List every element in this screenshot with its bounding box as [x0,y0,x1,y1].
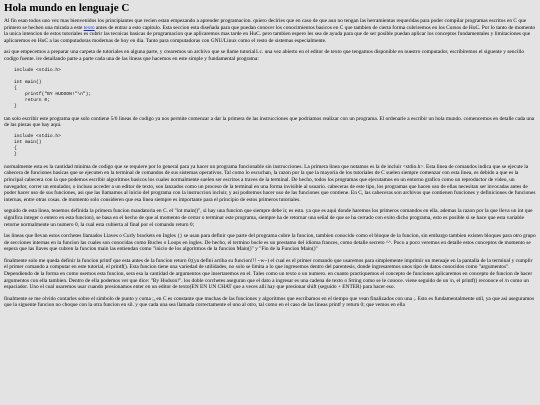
intro-text-after-link: antes de entrar a esto capitulo. Esta seccion esta diseñada para que puedan conocer los conocimientos basicos en C que tambien de cierta forma cubriremos en los Cursos de HuC. Por lo tanto de momento la unica intencion de estos tutoriales es cubrir las tecnicas basicas de programacion que aplicaremos mas tarde en HuC. pero tambien espero les sea de ayuda para que de ser posible puedan aplicar los conceptos fundamentales y limitaciones que aplicaremos en HuC a las computadoras modernas de hoy en dia. Tanto para computadoras con GNU/Linux como el resto de sistemas especialmente. [4,24,536,44]
setup-paragraph: asi que empecemos a preparar una carpeta de tutoriales en alguna parte, y crearemos un archivo que se llame tutorial1.c. una vez abierto en el editor de texto que tengamos disponible en nuestro computador, escribiremos el siguente y sencillo codigo fuente. ire detallando parte a parte cada una de las lineas que hacemos en este simple y fundamental programa: [4,49,525,62]
code-block-hello-world: include <stdio.h> int main() { printf("BY HUDSON!"\n"); return 0; } [14,67,92,109]
intro-paragraph [4,18,536,44]
main-function-paragraph: seguido de esta linea, tenemos definida la primera funcion mandatoria en C. el "int main()", si hay una funcion que siempre debe ir, es esta. ya que es aqui donde haremos los primeros comandos en ella. ademas la razon por la que lleva un int que significa integer o entero en esta funcion), se basa en el hecho de que al momento de cerrar o terminar este programa, siempre ha de retornar una señal de que se ha cerrado con exito dicho programa, esto es posible si se hace que esta variable retorne normalmente un numero 0, la cual esta cubierta al final por el comando return 0; [4,208,533,228]
explanation-paragraph: tan solo escribir este programa que solo contiene 5/6 lineas de codigo ya nos permite comenzar a dar la primera de las instrucciones que podriamos realizar con un programa. El ordenarle a escribir un hola mundo. comencemos en detalle cada una de las piezas que hay aqui. [4,115,535,129]
texto-link[interactable]: texto [83,24,95,31]
stdio-paragraph: normalmente esta es la cantidad minima de codigo que se requiere por lo general para ya hacer un programa funcionable sin instrucciones. La primera linea que notamos es la de incluir <stdio.h>. Esta linea de comandos indica que se ejecute la cabecera de funciones basicas que se ejecuten en la terminal de comandos de sus sistemas operativos. Tal como lo escuchan, la razon por la que la mayoria de los tutoriales de C suelen siempre comenzar con esta linea, es debido a que es la principal cabecera con la que podemos escribir algoritmos basicos los cuales normalmente suelen ser escritos a traves de la terminal. De hecho, todos los programas que ejecutamos en un entorno grafico como un reproductor de video, un navegador, correr un emulador, o incluso acceder a un editor de texto, son lanzados como un proceso de la terminal en una forma invisible al usuario. cabeceras de este tipo, los programas que hacen uso de ellas necesitan ser invocadas antes de poder hacer uso de sus funciones, asi que las llamamos al inicio del programa con la instruccion incluir, y asi podremos hacer uso de las funciones que contiene. En C, las cabeceras son archivos que contienen funciones y definiciones de funciones internas, entre otras cosas. de momento solo consideren que esa linea siempre es importante para el principio de estos primeros tutoriales. [4,163,536,203]
code-block-minimal: include <stdio.h> int main() { } [14,133,61,157]
printf-paragraph: finalmente solo me queda definir la funcion printf que esta antes de la funcion return 0;(ya defini arriba su funcion!!! ~w~) el cual es el primer comando que usaremos para simplemente imprimir un mensaje en la pantalla de la terminal y cumplir el primer comando a computar en este tutorial, el printf(). Esta funcion tiene una variedad de utilidades, no solo se limita a lo que ingresemos dentro del parentesis, donde ingresaremos unos tipo de datos conocidos como "argumentos". Dependiendo de la forma en como usemos esta funcion, sera esa la cantidad de argumentos que insertaremos en el. Tales como un texto o un numero. en cuanto practiquemos el concepto de funciones aplicaremos en concepto de funcion de hacer argumentos con ella tambien. Dentro de ella podemos ver que dice: "By Hudson!". los doble corchetes aseguran que el dato a ingresar es una cadena de texto o String como se le conoce. viene seguido de un \n, el printf() reconoce el /n como un espaciador. Uno el cual usaremos usar cuando presionamos enter en un editor de texto(EN EN UN CHAT que a veces alli hay que presionar shift (seguido + ENTER) para hacer eso. [4,257,533,291]
intro-text-before-link: Al fin esan todos uno vez mas bienvenidos los principiantes que recien estan empezando a aprender programacion. quiero deciries que en caso de que aun no tengan las herramientas requeridas para poder compilar programas escritos en C que primero se hechen una mirada a este [4,18,527,31]
semicolon-paragraph: finalmente se me olvido contarles sobre el simbolo de punto y coma ;, en C es constante que muchas de las funciones y algoritmos que escribamos en el tiempo que vean finalizados con una ;. Esto es fundamentalmente util, ya que asi aseguramos que la siguente funcion no choque con la otra funcion en sil. y que cada una sea llamada correctamente el uno al otro, tal como en el caso de las lineas printf y return 0; que vemos en ella [4,295,535,309]
page-title: Hola mundo en lenguaje C [4,2,130,14]
braces-paragraph: las lineas que llevan estos corchetes llamados Llaves o Curly brackets en Ingles {} se usan para definir que parte del programa cubre la funcion, tambien conocido como el bloque de la funcion, sin embargo tambien existen bloques para otro grupo de secciones internas en la funcion las cuales son conocidas como Bucles o Loops en ingles. De hecho, el termino bucle es un prestamo del idioma frances, como detalle secreto ^^. Poco a poco veremos en detalle estos conceptos de momento se espera que las llaves que cubren la funcion main las entiendan como "inicio de los algoritmos de la funcion Main()" y "Fin de la Funcion Main()" [4,233,536,253]
